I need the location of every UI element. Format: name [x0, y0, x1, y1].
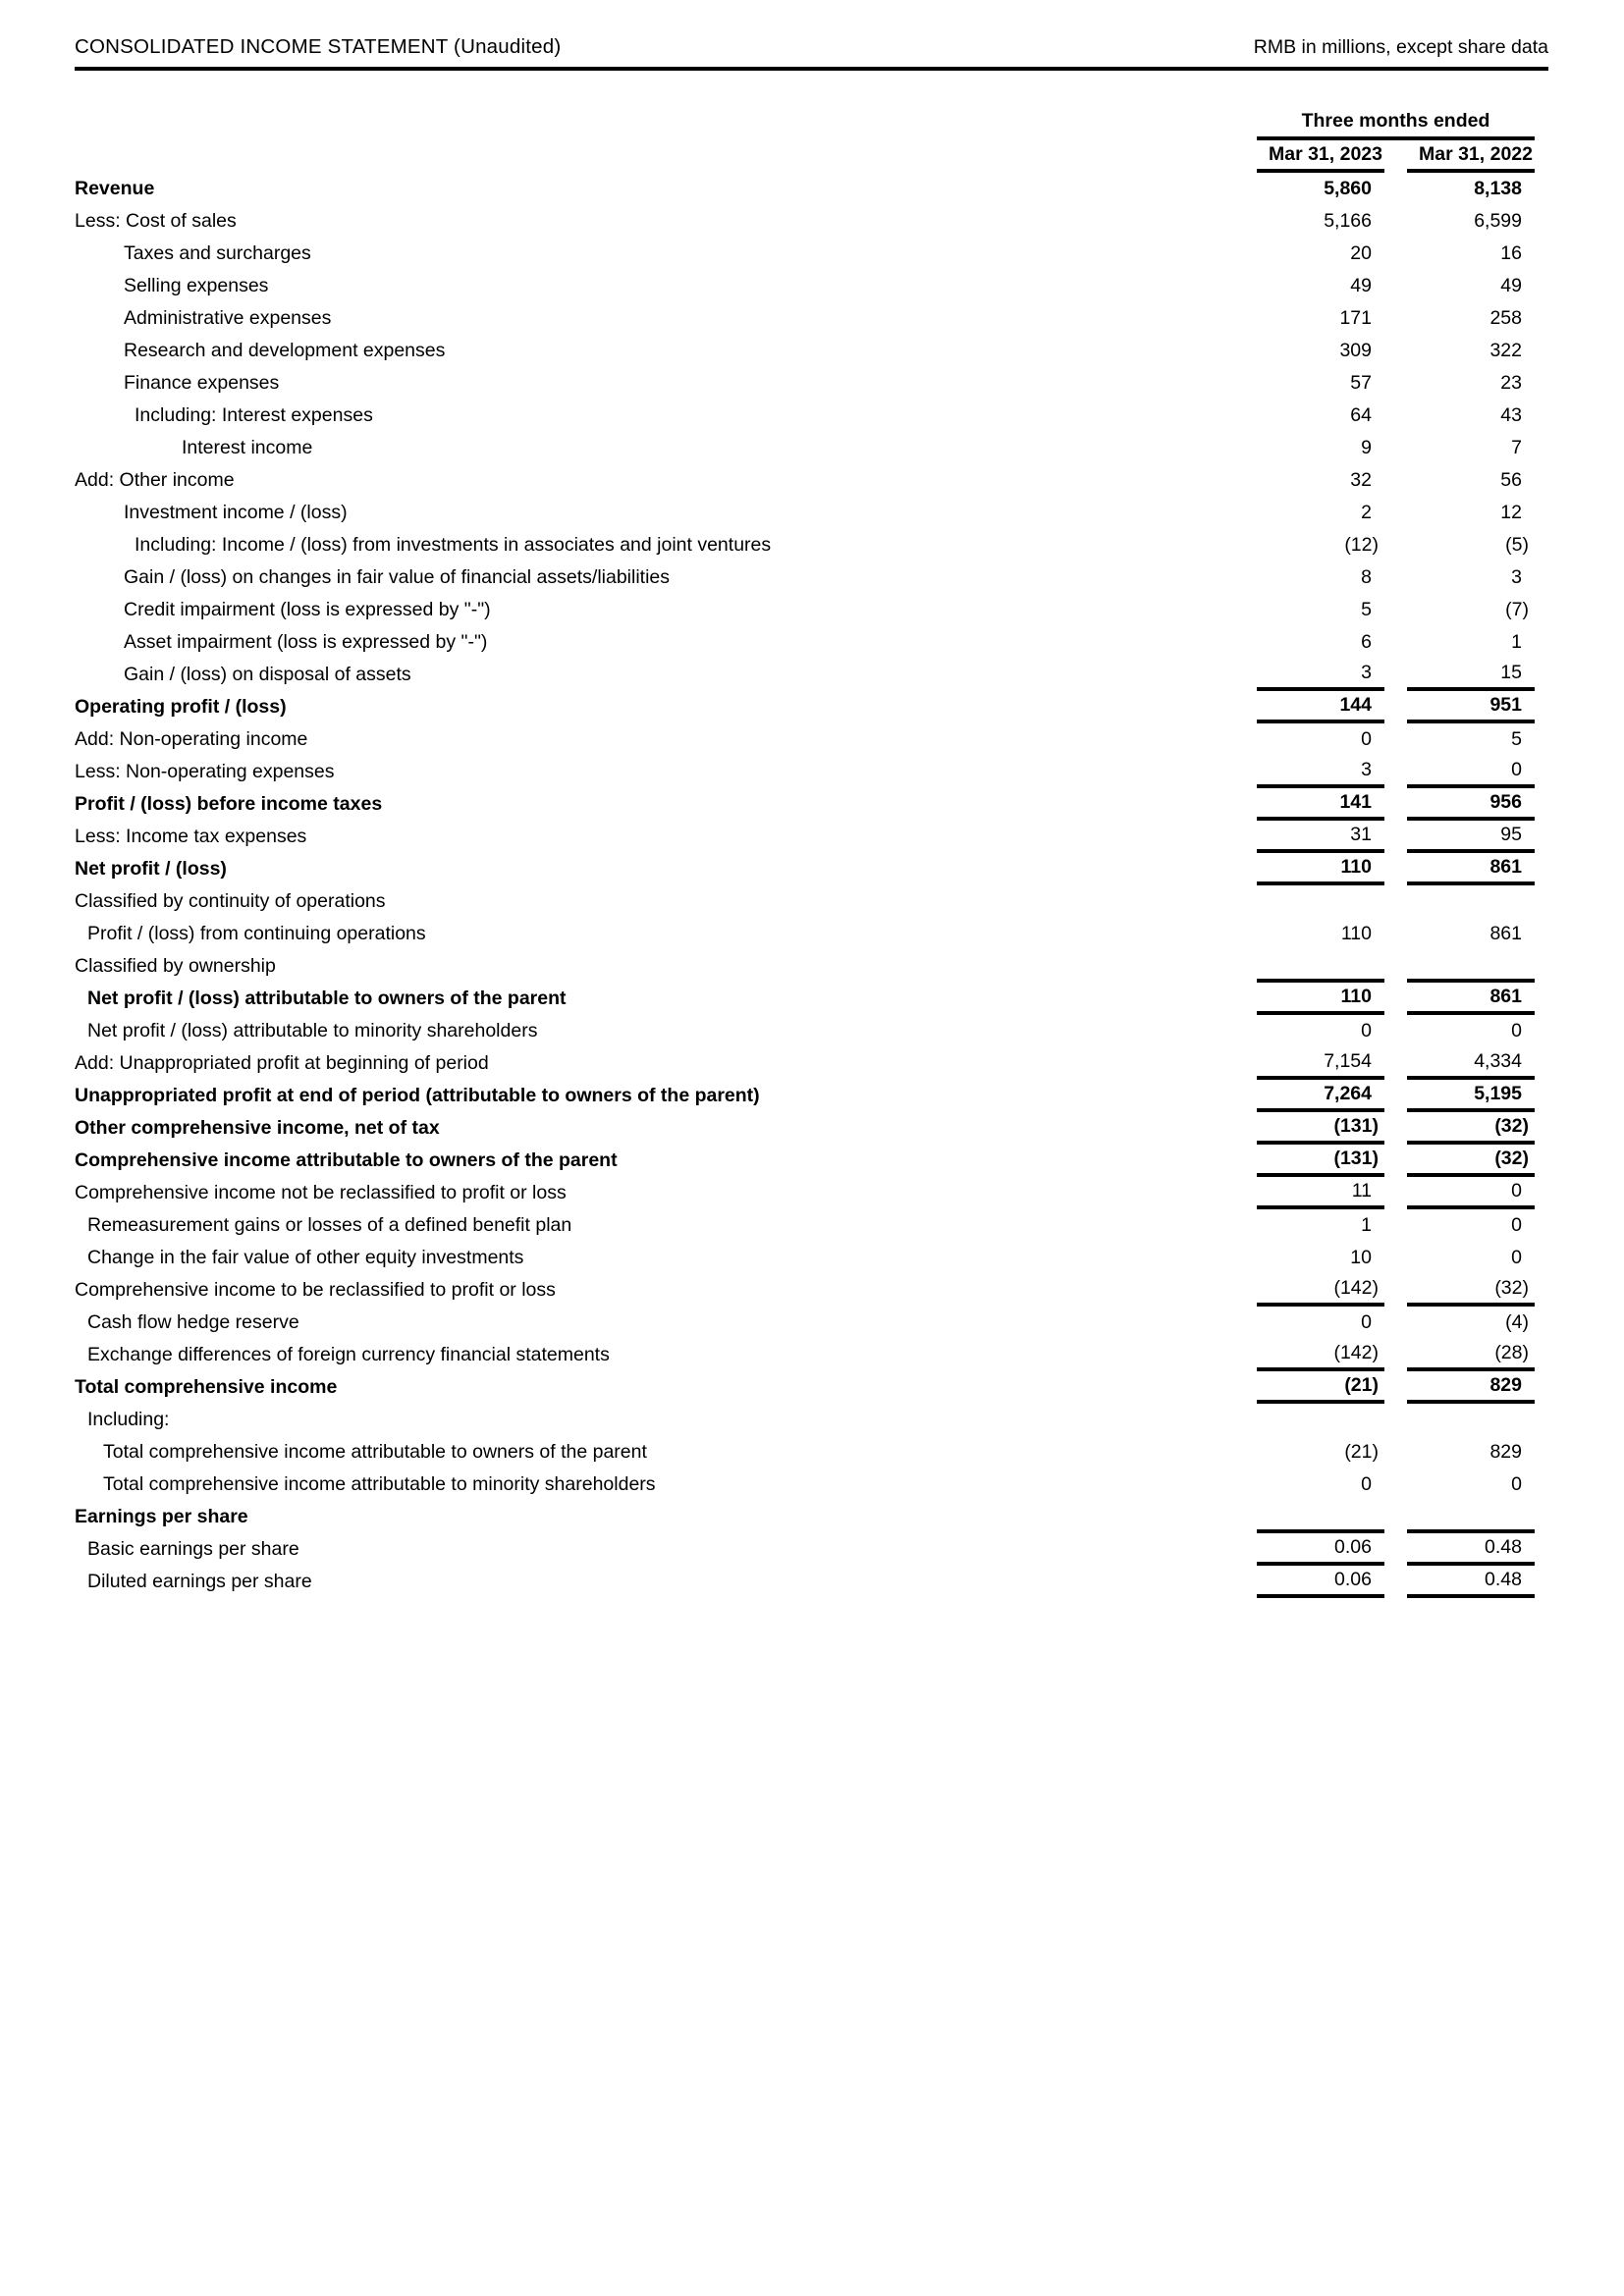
table-row: [75, 1566, 1535, 1598]
column-gap: [1384, 691, 1407, 723]
table-row: [75, 497, 1535, 529]
value-2022: [1407, 950, 1535, 983]
column-gap: [1384, 561, 1407, 594]
table-row: [75, 1145, 1535, 1177]
column-group-header-row: [75, 106, 1535, 140]
column-gap: [1384, 1404, 1407, 1436]
row-label: Including:: [87, 1409, 170, 1430]
column-gap: [1384, 723, 1407, 756]
row-label: Operating profit / (loss): [75, 696, 287, 718]
value-2022: (32): [1407, 1145, 1535, 1177]
row-label: Total comprehensive income: [75, 1376, 338, 1398]
table-row: [75, 335, 1535, 367]
value-2023: 57: [1350, 372, 1372, 394]
table-row: [75, 432, 1535, 464]
row-label: Comprehensive income not be reclassified to profit or loss: [75, 1182, 567, 1203]
column-gap: [1384, 1209, 1407, 1242]
value-2022: 16: [1500, 242, 1522, 264]
value-2022: 861: [1407, 983, 1535, 1015]
column-gap: [1384, 1047, 1407, 1080]
row-label: Exchange differences of foreign currency financial statements: [87, 1344, 610, 1365]
column-headers-row: [75, 140, 1535, 173]
row-label: Gain / (loss) on disposal of assets: [124, 664, 411, 685]
column-gap: [1384, 626, 1407, 659]
column-gap: [1384, 1145, 1407, 1177]
table-row: [75, 173, 1535, 205]
row-label: Including: Interest expenses: [135, 404, 373, 426]
column-gap: [1384, 1566, 1407, 1598]
row-label: Total comprehensive income attributable to minority shareholders: [103, 1473, 656, 1495]
table-row: [75, 1468, 1535, 1501]
column-gap: [1384, 1015, 1407, 1047]
row-label: Less: Income tax expenses: [75, 826, 307, 847]
table-row: [75, 1274, 1535, 1307]
value-2023: (131): [1257, 1145, 1384, 1177]
value-2022: 43: [1500, 404, 1522, 426]
value-2023: (12): [1344, 534, 1379, 556]
table-row: [75, 1047, 1535, 1080]
value-2023: [1257, 885, 1384, 918]
value-2022: 0: [1511, 1247, 1522, 1268]
value-2022: 0: [1511, 1020, 1522, 1041]
table-row: [75, 756, 1535, 788]
value-2022: 258: [1489, 307, 1522, 329]
row-label: Total comprehensive income attributable to owners of the parent: [103, 1441, 647, 1463]
column-gap: [1384, 983, 1407, 1015]
value-2023: 110: [1257, 853, 1384, 885]
value-2022: 956: [1407, 788, 1535, 821]
row-label: Gain / (loss) on changes in fair value of financial assets/liabilities: [124, 566, 671, 588]
table-row: [75, 918, 1535, 950]
row-label: Remeasurement gains or losses of a defined benefit plan: [87, 1214, 572, 1236]
value-2022: (32): [1407, 1112, 1535, 1145]
value-2022: 861: [1407, 853, 1535, 885]
row-label: Asset impairment (loss is expressed by "-"): [124, 631, 488, 653]
value-2023: 10: [1350, 1247, 1372, 1268]
column-gap: [1384, 788, 1407, 821]
value-2023: 8: [1361, 566, 1372, 588]
table-row: [75, 821, 1535, 853]
table-row: [75, 626, 1535, 659]
units-note: RMB in millions, except share data: [1253, 36, 1548, 58]
row-label: Basic earnings per share: [87, 1538, 299, 1560]
column-gap: [1384, 497, 1407, 529]
value-2022: 829: [1407, 1371, 1535, 1404]
column-gap: [1384, 885, 1407, 918]
table-row: [75, 1209, 1535, 1242]
column-gap: [1384, 432, 1407, 464]
table-row: [75, 1371, 1535, 1404]
document-title: CONSOLIDATED INCOME STATEMENT (Unaudited): [75, 35, 562, 58]
value-2022: 5: [1511, 728, 1522, 750]
table-row: [75, 238, 1535, 270]
value-2022: (32): [1407, 1274, 1535, 1307]
row-label: Comprehensive income to be reclassified to profit or loss: [75, 1279, 556, 1301]
document-header: [75, 35, 1548, 71]
value-2023: 144: [1257, 691, 1384, 723]
column-gap: [1384, 853, 1407, 885]
value-2023: 171: [1339, 307, 1372, 329]
value-2023: [1257, 950, 1384, 983]
column-gap: [1384, 400, 1407, 432]
value-2022: 8,138: [1474, 178, 1522, 199]
value-2023: 2: [1361, 502, 1372, 523]
table-row: [75, 853, 1535, 885]
row-label: Diluted earnings per share: [87, 1571, 312, 1592]
table-row: [75, 1436, 1535, 1468]
value-2022: 0: [1407, 1177, 1535, 1209]
income-statement-table: [75, 106, 1535, 1598]
column-gap: [1384, 1242, 1407, 1274]
table-row: [75, 723, 1535, 756]
value-2022: (5): [1505, 534, 1529, 556]
row-label: Add: Other income: [75, 469, 235, 491]
value-2023: 110: [1257, 983, 1384, 1015]
row-label: Finance expenses: [124, 372, 280, 394]
table-row: [75, 367, 1535, 400]
row-label: Earnings per share: [75, 1506, 248, 1527]
table-row: [75, 659, 1535, 691]
value-2022: 5,195: [1407, 1080, 1535, 1112]
row-label: Net profit / (loss): [75, 858, 227, 880]
value-2023: 64: [1350, 404, 1372, 426]
column-gap: [1384, 238, 1407, 270]
value-2023: (131): [1257, 1112, 1384, 1145]
value-2023: 0: [1361, 1473, 1372, 1495]
row-label: Net profit / (loss) attributable to minority shareholders: [87, 1020, 538, 1041]
row-label: Credit impairment (loss is expressed by "-"): [124, 599, 491, 620]
column-gap: [1384, 1177, 1407, 1209]
value-2023: 0: [1361, 1020, 1372, 1041]
table-row: [75, 400, 1535, 432]
value-2023: 9: [1361, 437, 1372, 458]
table-row: [75, 983, 1535, 1015]
value-2022: 1: [1511, 631, 1522, 653]
table-row: [75, 1501, 1535, 1533]
value-2023: 3: [1257, 659, 1384, 691]
table-row: [75, 464, 1535, 497]
value-2023: 32: [1350, 469, 1372, 491]
table-row: [75, 205, 1535, 238]
value-2022: 322: [1489, 340, 1522, 361]
header-spacer: [75, 140, 1257, 173]
value-2022: 7: [1511, 437, 1522, 458]
row-label: Less: Cost of sales: [75, 210, 237, 232]
value-2023: (142): [1257, 1274, 1384, 1307]
value-2023: 5,860: [1324, 178, 1372, 199]
value-2023: 141: [1257, 788, 1384, 821]
value-2023: 0.06: [1257, 1533, 1384, 1566]
value-2023: 11: [1257, 1177, 1384, 1209]
row-label: Change in the fair value of other equity investments: [87, 1247, 524, 1268]
table-row: [75, 1242, 1535, 1274]
column-gap: [1384, 659, 1407, 691]
value-2023: (21): [1344, 1441, 1379, 1463]
column-gap: [1384, 918, 1407, 950]
value-2022: 23: [1500, 372, 1522, 394]
value-2022: 0: [1407, 756, 1535, 788]
column-gap: [1384, 173, 1407, 205]
value-2022: 0.48: [1407, 1566, 1535, 1598]
value-2023: 6: [1361, 631, 1372, 653]
row-label: Investment income / (loss): [124, 502, 348, 523]
value-2023: 5: [1361, 599, 1372, 620]
column-gap: [1384, 1533, 1407, 1566]
column-gap: [1384, 464, 1407, 497]
table-row: [75, 1307, 1535, 1339]
value-2023: 0.06: [1257, 1566, 1384, 1598]
row-label: Classified by continuity of operations: [75, 890, 386, 912]
column-gap: [1384, 205, 1407, 238]
value-2023: [1257, 1404, 1384, 1436]
column-gap: [1384, 756, 1407, 788]
column-gap: [1384, 1501, 1407, 1533]
column-gap: [1384, 335, 1407, 367]
column-gap: [1384, 367, 1407, 400]
value-2022: (28): [1407, 1339, 1535, 1371]
value-2022: 95: [1407, 821, 1535, 853]
column-gap: [1384, 1112, 1407, 1145]
table-row: [75, 270, 1535, 302]
value-2023: 49: [1350, 275, 1372, 296]
column-gap: [1384, 950, 1407, 983]
value-2023: 0: [1361, 1311, 1372, 1333]
column-header-2023: Mar 31, 2023: [1257, 140, 1384, 173]
row-label: Including: Income / (loss) from investments in associates and joint ventures: [135, 534, 772, 556]
row-label: Classified by ownership: [75, 955, 276, 977]
column-gap: [1384, 1307, 1407, 1339]
column-gap: [1384, 1339, 1407, 1371]
column-gap: [1384, 529, 1407, 561]
column-gap: [1384, 140, 1407, 173]
value-2023: 20: [1350, 242, 1372, 264]
row-label: Interest income: [182, 437, 313, 458]
value-2023: (142): [1257, 1339, 1384, 1371]
row-label: Taxes and surcharges: [124, 242, 311, 264]
row-label: Selling expenses: [124, 275, 269, 296]
column-gap: [1384, 1436, 1407, 1468]
value-2023: [1257, 1501, 1384, 1533]
table-row: [75, 302, 1535, 335]
header-spacer: [75, 106, 1257, 140]
table-row: [75, 885, 1535, 918]
row-label: Profit / (loss) before income taxes: [75, 793, 383, 815]
value-2022: 861: [1489, 923, 1522, 944]
table-row: [75, 1112, 1535, 1145]
column-group-header: Three months ended: [1257, 106, 1535, 140]
column-gap: [1384, 1371, 1407, 1404]
column-gap: [1384, 1468, 1407, 1501]
value-2022: 15: [1407, 659, 1535, 691]
value-2022: [1407, 1404, 1535, 1436]
value-2022: [1407, 1501, 1535, 1533]
value-2022: 0: [1511, 1473, 1522, 1495]
table-row: [75, 561, 1535, 594]
value-2022: 3: [1511, 566, 1522, 588]
row-label: Revenue: [75, 178, 155, 199]
value-2022: (4): [1505, 1311, 1529, 1333]
table-row: [75, 1015, 1535, 1047]
table-row: [75, 691, 1535, 723]
value-2022: (7): [1505, 599, 1529, 620]
table-row: [75, 1177, 1535, 1209]
row-label: Cash flow hedge reserve: [87, 1311, 299, 1333]
value-2022: 951: [1407, 691, 1535, 723]
table-row: [75, 1339, 1535, 1371]
row-label: Unappropriated profit at end of period (attributable to owners of the parent): [75, 1085, 760, 1106]
table-row: [75, 1533, 1535, 1566]
value-2023: 5,166: [1324, 210, 1372, 232]
value-2022: 829: [1489, 1441, 1522, 1463]
value-2022: [1407, 885, 1535, 918]
value-2022: 0: [1511, 1214, 1522, 1236]
value-2023: (21): [1257, 1371, 1384, 1404]
row-label: Add: Non-operating income: [75, 728, 308, 750]
table-rows: [75, 173, 1535, 1598]
column-gap: [1384, 1080, 1407, 1112]
column-gap: [1384, 1274, 1407, 1307]
row-label: Comprehensive income attributable to owners of the parent: [75, 1149, 618, 1171]
value-2022: 4,334: [1407, 1047, 1535, 1080]
value-2022: 49: [1500, 275, 1522, 296]
row-label: Profit / (loss) from continuing operations: [87, 923, 426, 944]
row-label: Research and development expenses: [124, 340, 446, 361]
value-2023: 3: [1257, 756, 1384, 788]
value-2022: 6,599: [1474, 210, 1522, 232]
value-2022: 12: [1500, 502, 1522, 523]
value-2023: 309: [1339, 340, 1372, 361]
row-label: Less: Non-operating expenses: [75, 761, 335, 782]
column-header-2022: Mar 31, 2022: [1407, 140, 1535, 173]
value-2023: 1: [1361, 1214, 1372, 1236]
column-gap: [1384, 270, 1407, 302]
column-gap: [1384, 302, 1407, 335]
row-label: Other comprehensive income, net of tax: [75, 1117, 440, 1139]
column-gap: [1384, 821, 1407, 853]
value-2023: 0: [1361, 728, 1372, 750]
value-2023: 31: [1257, 821, 1384, 853]
table-row: [75, 594, 1535, 626]
row-label: Add: Unappropriated profit at beginning of period: [75, 1052, 489, 1074]
value-2022: 56: [1500, 469, 1522, 491]
value-2023: 110: [1340, 923, 1372, 944]
value-2023: 7,154: [1257, 1047, 1384, 1080]
column-gap: [1384, 594, 1407, 626]
table-row: [75, 788, 1535, 821]
table-row: [75, 1080, 1535, 1112]
table-row: [75, 950, 1535, 983]
value-2023: 7,264: [1257, 1080, 1384, 1112]
value-2022: 0.48: [1407, 1533, 1535, 1566]
table-row: [75, 529, 1535, 561]
row-label: Administrative expenses: [124, 307, 332, 329]
row-label: Net profit / (loss) attributable to owners of the parent: [87, 988, 567, 1009]
table-row: [75, 1404, 1535, 1436]
